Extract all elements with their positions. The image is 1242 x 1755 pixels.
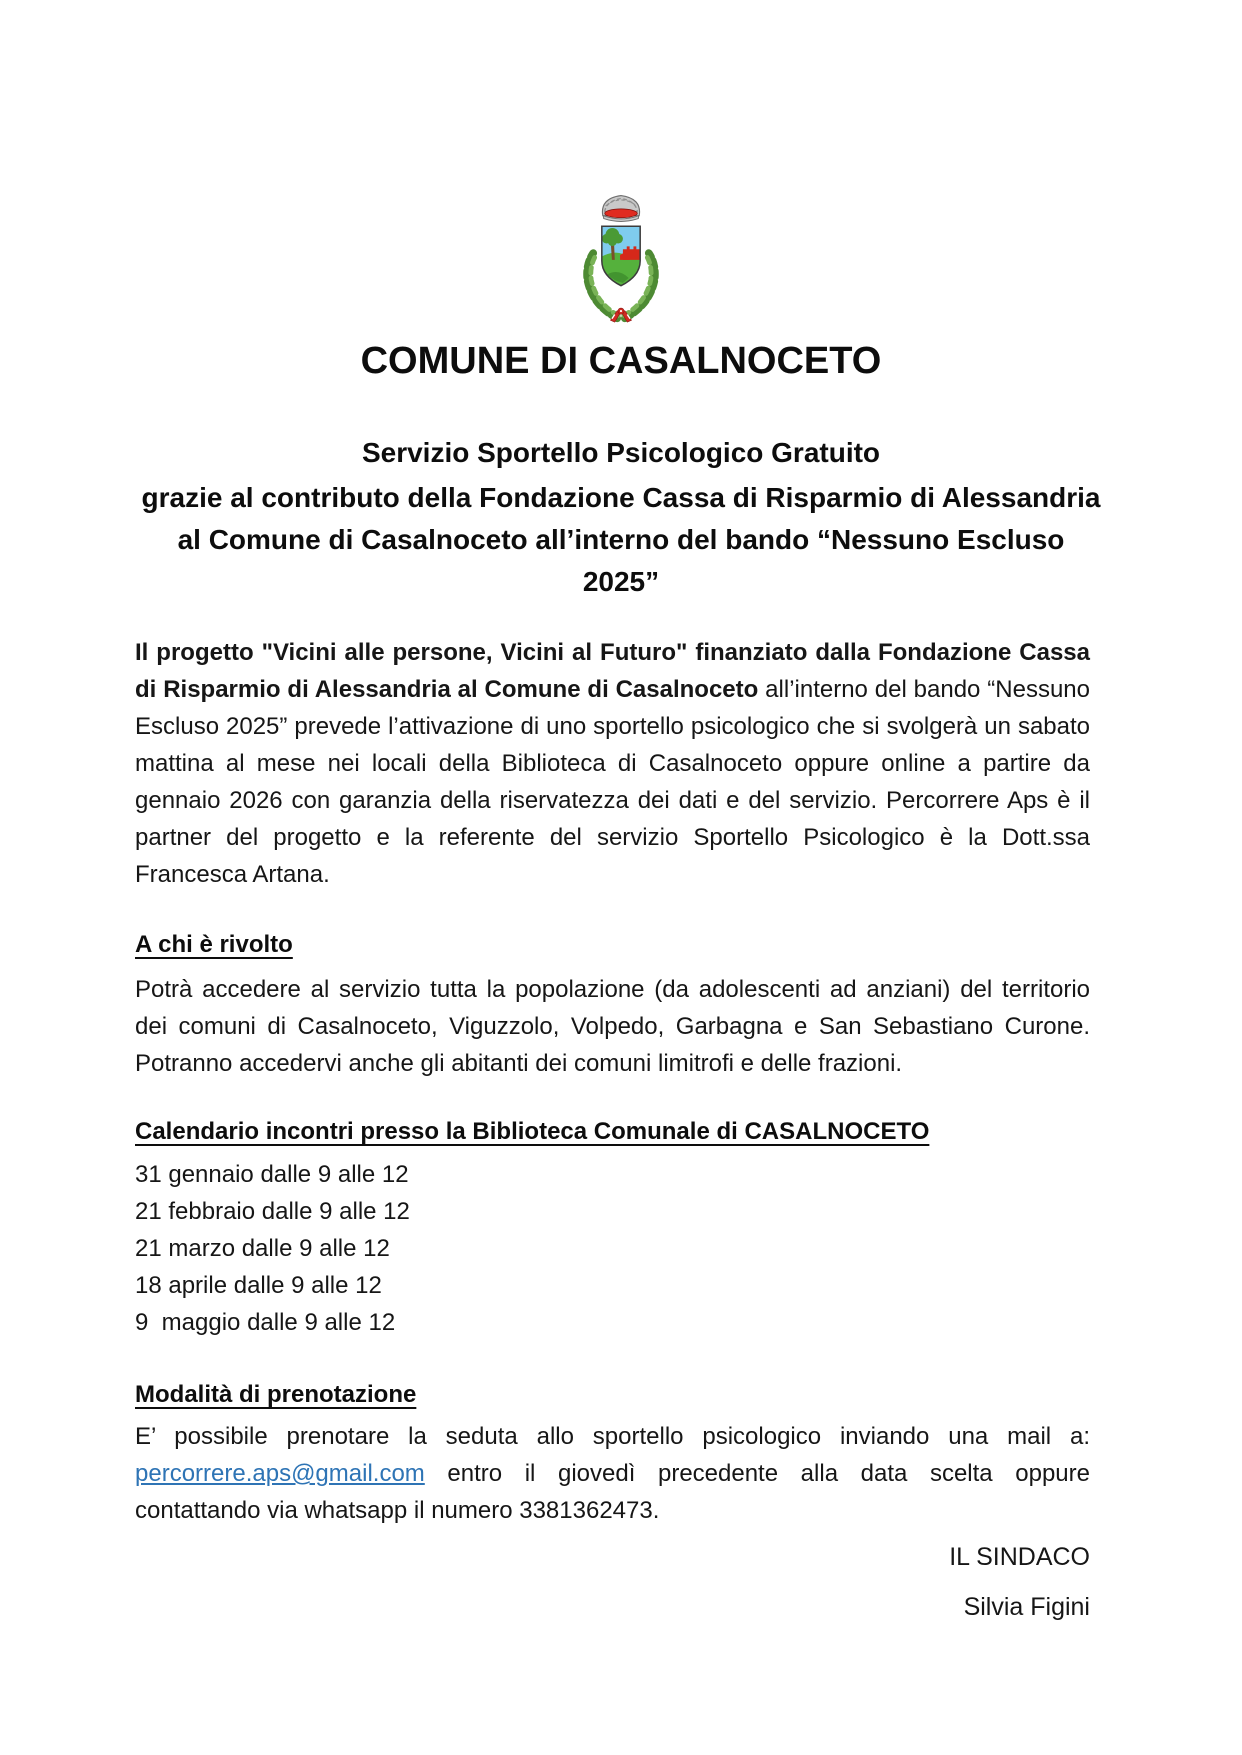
signature-role: IL SINDACO: [949, 1543, 1090, 1571]
crest-shield-icon: [601, 225, 641, 286]
calendar-list: [135, 1156, 1090, 1341]
funding-subtitle: grazie al contributo della Fondazione Cassa di Risparmio di Alessandria al Comune di Casalnoceto all’interno del bando “Nessuno Escluso 2025”: [141, 482, 1101, 597]
booking-paragraph: [135, 1418, 1090, 1529]
signature-name: Silvia Figini: [963, 1593, 1090, 1621]
calendar-item: 9 maggio dalle 9 alle 12: [135, 1309, 396, 1336]
service-title: Servizio Sportello Psicologico Gratuito: [361, 437, 881, 468]
booking-text-after: entro il giovedì precedente alla data scelta oppure contattando via whatsapp il numero 3381362473.: [135, 1460, 1090, 1524]
calendar-item: 31 gennaio dalle 9 alle 12: [135, 1161, 409, 1188]
page-title: COMUNE DI CASALNOCETO: [360, 340, 882, 382]
booking-heading: Modalità di prenotazione: [135, 1381, 417, 1408]
calendar-item: 21 marzo dalle 9 alle 12: [135, 1235, 390, 1262]
intro-paragraph: [135, 634, 1090, 893]
municipal-crest: [573, 186, 669, 325]
crest-crown-icon: [602, 196, 639, 222]
calendar-item: 21 febbraio dalle 9 alle 12: [135, 1198, 410, 1225]
calendar-heading: Calendario incontri presso la Biblioteca Comunale di CASALNOCETO: [135, 1118, 930, 1145]
intro-paragraph-bold: Il progetto "Vicini alle persone, Vicini al Futuro" finanziato dalla Fondazione Cassa di Risparmio di Alessandria al Comune di Casalnoceto: [135, 639, 1090, 703]
audience-heading: A chi è rivolto: [135, 931, 293, 958]
booking-text-before: E’ possibile prenotare la seduta allo sportello psicologico inviando una mail a:: [135, 1423, 1090, 1450]
calendar-item: 18 aprile dalle 9 alle 12: [135, 1272, 382, 1299]
email-link[interactable]: percorrere.aps@gmail.com: [135, 1460, 425, 1487]
intro-paragraph-rest: all’interno del bando “Nessuno Escluso 2025” prevede l’attivazione di uno sportello psicologico che si svolgerà un sabato mattina al mese nei locali della Biblioteca di Casalnoceto oppure online a partire da gennaio 2026 con garanzia della riservatezza dei dati e del servizio. Percorrere Aps è il partner del progetto e la referente del servizio Sportello Psicologico è la Dott.ssa Francesca Artana.: [135, 676, 1090, 888]
audience-paragraph: Potrà accedere al servizio tutta la popolazione (da adolescenti ad anziani) del territorio dei comuni di Casalnoceto, Viguzzolo, Volpedo, Garbagna e San Sebastiano Curone. Potranno accedervi anche gli abitanti dei comuni limitrofi e delle frazioni.: [135, 976, 1090, 1077]
